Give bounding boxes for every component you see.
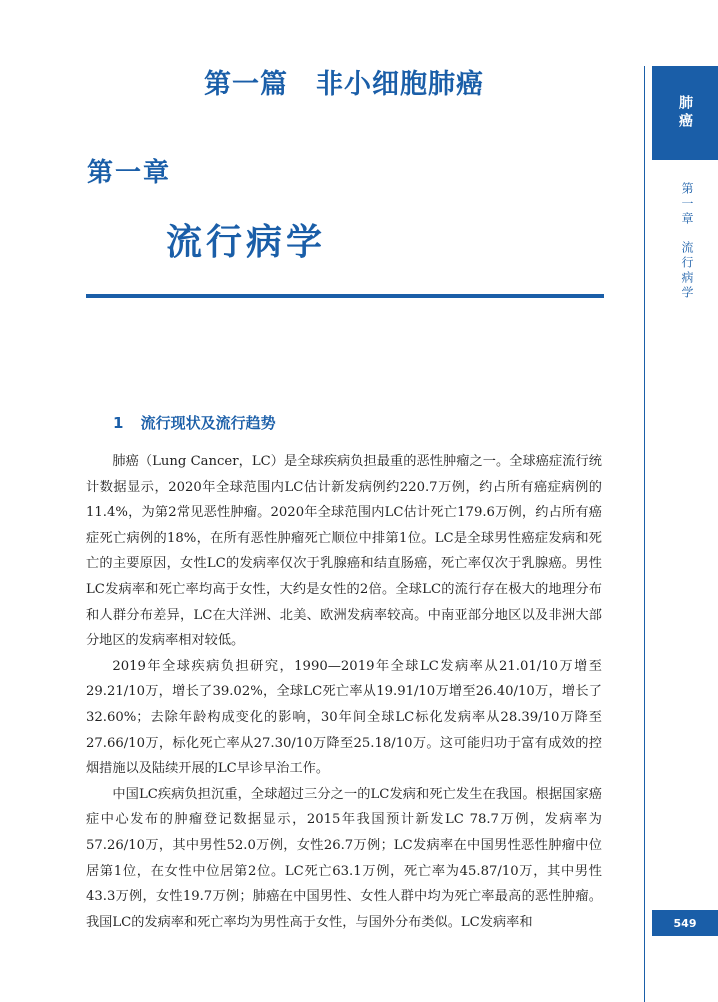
paragraph: 中国LC疾病负担沉重，全球超过三分之一的LC发病和死亡发生在我国。根据国家癌症中心发布的肿瘤登记数据显示，2015年我国预计新发LC 78.7万例，发病率为57.26/10万，其中男性52.0万例，女性26.7万例；LC发病率在中国男性恶性肿瘤中位居第1位，在女性中位居第2位。LC死亡63.1万例，死亡率为45.87/10万，其中男性43.3万例，女性19.7万例；肺癌在中国男性、女性人群中均为死亡率最高的恶性肿瘤。我国LC的发病率和死亡率均为男性高于女性，与国外分布类似。LC发病率和: [86, 786, 602, 930]
body-text: [86, 449, 602, 935]
section-title: 流行现状及流行趋势: [140, 414, 276, 432]
page-number: 549: [652, 910, 718, 936]
side-chapter-number: 第一章: [680, 182, 694, 227]
side-divider-line: [644, 66, 645, 1002]
side-tab: [652, 66, 718, 160]
section-heading: [113, 412, 276, 433]
chapter-title: 流行病学: [166, 222, 327, 263]
side-chapter-label: [668, 182, 696, 301]
paragraph: 2019年全球疾病负担研究，1990—2019年全球LC发病率从21.01/10万增至29.21/10万，增长了39.02%，全球LC死亡率从19.91/10万增至26.40/10万，增长了32.60%；去除年龄构成变化的影响，30年间全球LC标化发病率从28.39/10万降至27.66/10万，标化死亡率从27.30/10万降至25.18/10万。这可能归功于富有成效的控烟措施以及陆续开展的LC早诊早治工作。: [86, 658, 602, 777]
chapter-number: 第一章: [87, 158, 172, 188]
section-number: 1: [113, 414, 124, 432]
part-title: 第一篇 非小细胞肺癌: [204, 69, 484, 100]
paragraph: 肺癌（Lung Cancer，LC）是全球疾病负担最重的恶性肿瘤之一。全球癌症流行统计数据显示，2020年全球范围内LC估计新发病例约220.7万例，约占所有癌症病例的11.4%，为第2常见恶性肿瘤。2020年全球范围内LC估计死亡179.6万例，约占所有癌症死亡病例的18%，在所有恶性肿瘤死亡顺位中排第1位。LC是全球男性癌症发病和死亡的主要原因，女性LC的发病率仅次于乳腺癌和结直肠癌，死亡率仅次于乳腺癌。男性LC发病率和死亡率均高于女性，大约是女性的2倍。全球LC的流行存在极大的地理分布和人群分布差异，LC在大洋洲、北美、欧洲发病率较高。中南亚部分地区以及非洲大部分地区的发病率相对较低。: [86, 454, 602, 649]
chapter-title-rule: [86, 294, 604, 298]
side-tab-label: 肺癌: [677, 95, 693, 131]
side-chapter-title: 流行病学: [680, 241, 694, 301]
